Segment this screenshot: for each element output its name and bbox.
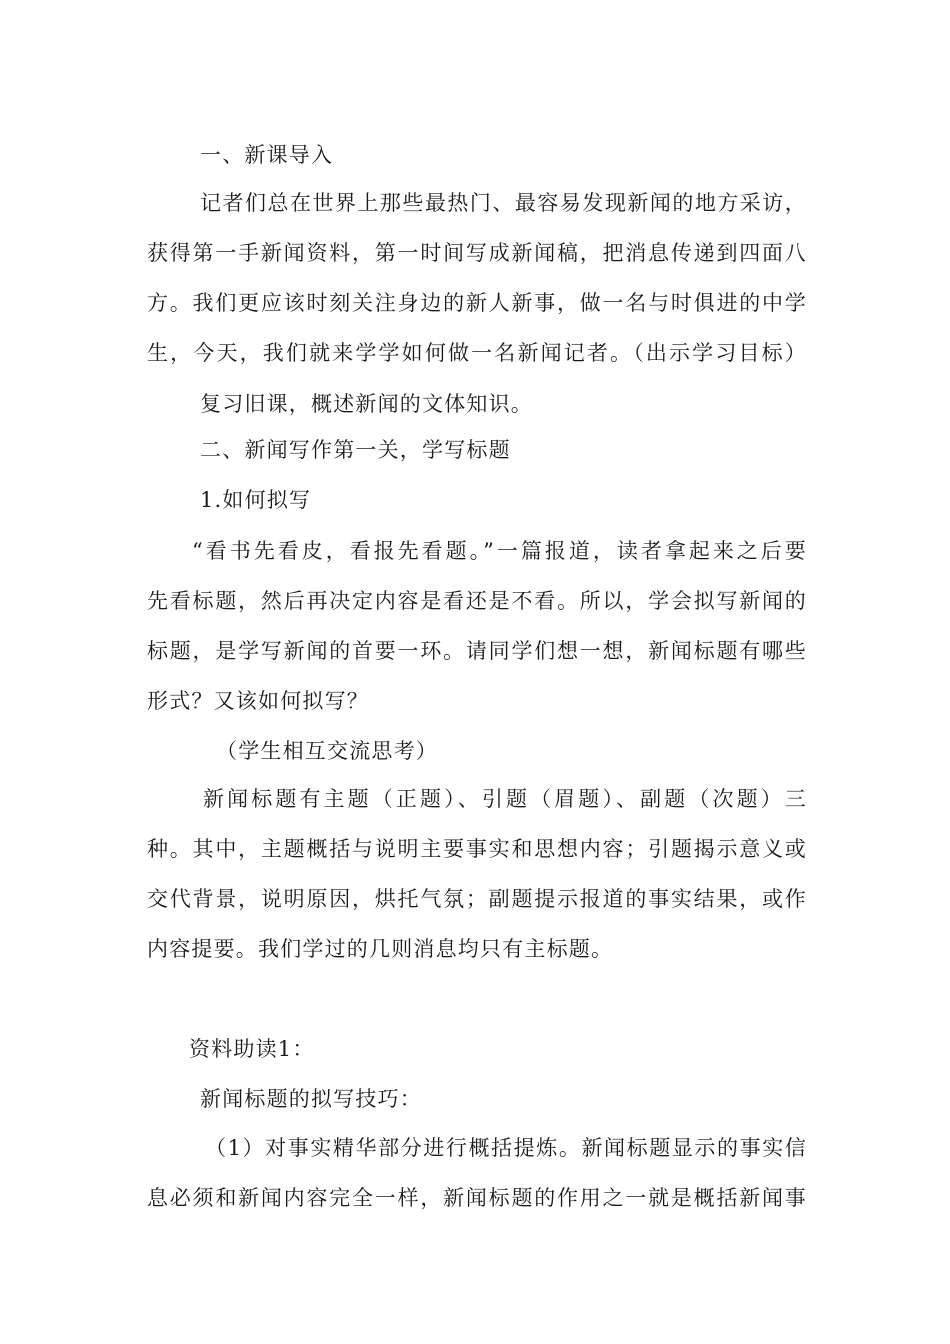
paragraph-line: 息必须和新闻内容完全一样，新闻标题的作用之一就是概括新闻事 <box>147 1186 807 1210</box>
paragraph-line: （1）对事实精华部分进行概括提炼。新闻标题显示的事实信 <box>205 1136 807 1160</box>
paragraph-line: “看书先看皮，看报先看题。”一篇报道，读者拿起来之后要 <box>192 539 807 563</box>
paragraph-line: 方。我们更应该时刻关注身边的新人新事，做一名与时俱进的中学 <box>147 291 807 315</box>
paragraph-line: 新闻标题的拟写技巧： <box>200 1087 422 1111</box>
paragraph-line: 记者们总在世界上那些最热门、最容易发现新闻的地方采访， <box>200 191 807 215</box>
paragraph-line: （学生相互交流思考） <box>216 739 438 763</box>
paragraph-line: 获得第一手新闻资料，第一时间写成新闻稿，把消息传递到四面八 <box>147 241 807 265</box>
reading-material-heading: 资料助读1： <box>189 1037 315 1061</box>
paragraph-line: 生，今天，我们就来学学如何做一名新闻记者。（出示学习目标） <box>147 341 807 365</box>
paragraph-line: 交代背景，说明原因，烘托气氛；副题提示报道的事实结果，或作 <box>147 887 807 911</box>
paragraph-line: 复习旧课，概述新闻的文体知识。 <box>200 392 533 416</box>
paragraph-line: 先看标题，然后再决定内容是看还是不看。所以，学会拟写新闻的 <box>147 589 807 613</box>
paragraph-line: 新闻标题有主题（正题）、引题（眉题）、副题（次题）三 <box>203 787 807 811</box>
paragraph-line: 标题，是学写新闻的首要一环。请同学们想一想，新闻标题有哪些 <box>147 639 807 663</box>
section-heading-title-writing: 二、新闻写作第一关，学写标题 <box>200 438 511 462</box>
paragraph-line: 种。其中，主题概括与说明主要事实和思想内容；引题揭示意义或 <box>147 837 807 861</box>
section-heading-intro: 一、新课导入 <box>200 143 334 167</box>
paragraph-line: 内容提要。我们学过的几则消息均只有主标题。 <box>147 937 614 961</box>
subsection-heading: 1.如何拟写 <box>200 488 312 512</box>
paragraph-line: 形式？又该如何拟写？ <box>147 689 369 713</box>
